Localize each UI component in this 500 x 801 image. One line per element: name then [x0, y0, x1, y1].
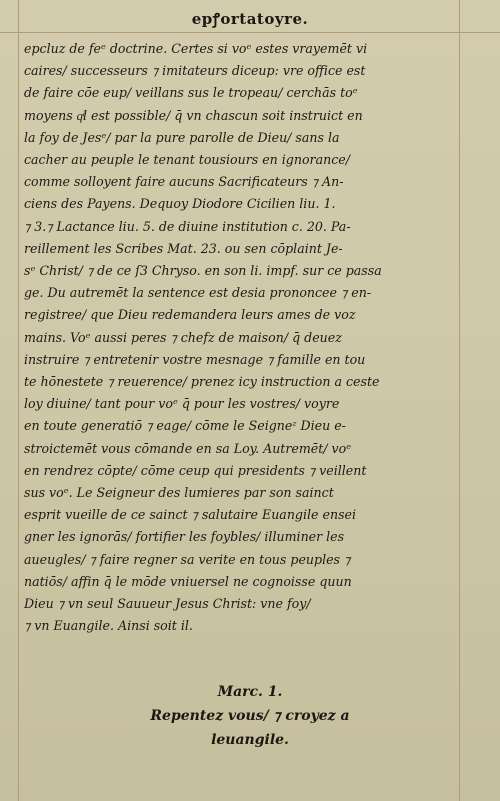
- text-line: en rendrez cōpte/ cōme ceup qui presidents ⁊ veillent: [24, 462, 367, 478]
- text-line: reillement les Scribes Mat. 23. ou sen cōplaint Je-: [24, 240, 343, 256]
- closing-line-2: leuangile.: [211, 732, 289, 748]
- closing-reference: Marc. 1.: [217, 684, 283, 700]
- text-line: en toute generatiō ⁊ eage/ cōme le Seigneᶻ Dieu e-: [24, 418, 346, 434]
- text-line: sᵉ Christ/ ⁊ de ce ſ3 Chryso. en son li. impf. sur ce passa: [24, 263, 382, 279]
- header-rule: [0, 32, 500, 33]
- running-head: epꝭortatoyre.: [191, 10, 309, 28]
- text-line: instruire ⁊ entretenir vostre mesnage ⁊ famille en tou: [24, 351, 366, 367]
- text-line: stroictemēt vous cōmande en sa Loy. Autremēt/ voᵉ: [24, 440, 352, 456]
- text-line: esprit vueille de ce sainct ⁊ salutaire Euangile ensei: [24, 507, 357, 523]
- closing-line-1: Repentez vous/ ⁊ croyez a: [150, 708, 350, 724]
- body-text: [24, 38, 456, 637]
- text-line: ⁊ vn Euangile. Ainsi soit il.: [24, 618, 193, 634]
- margin-rule-right: [459, 0, 460, 801]
- text-line: Dieu ⁊ vn seul Sauueur Jesus Christ: vne foy/: [24, 596, 311, 612]
- text-line: epcluz de feᵉ doctrine. Certes si voᵉ estes vrayemēt vi: [24, 41, 368, 56]
- text-line: cacher au peuple le tenant tousiours en ignorance/: [24, 152, 350, 168]
- text-line: de faire cōe eup/ veillans sus le tropeau/ cerchās toᵉ: [24, 85, 358, 101]
- text-line: registree/ que Dieu redemandera leurs ames de voz: [24, 307, 356, 323]
- text-line: gner les ignorās/ fortifier les foybles/ illuminer les: [24, 529, 345, 545]
- text-line: la foy de Jesᵉ/ par la pure parolle de Dieu/ sans la: [24, 129, 340, 145]
- text-line: moyens qͥl est possible/ q̄ vn chascun soit instruict en: [24, 107, 363, 123]
- text-line: loy diuine/ tant pour voᵉ q̄ pour les vostres/ voyre: [24, 396, 340, 412]
- text-line: ge. Du autremēt la sentence est desia prononcee ⁊ en-: [24, 285, 372, 301]
- margin-rule-left: [18, 0, 19, 801]
- text-line: comme solloyent faire aucuns Sacrificateurs ⁊ An-: [24, 174, 344, 190]
- text-line: mains. Voᵉ aussi peres ⁊ chefz de maison/ q̄ deuez: [24, 329, 342, 345]
- text-line: ⁊ 3.⁊ Lactance liu. 5. de diuine institution c. 20. Pa-: [24, 218, 351, 234]
- text-line: ciens des Payens. Dequoy Diodore Cicilien liu. 1.: [24, 196, 336, 212]
- text-line: aueugles/ ⁊ faire regner sa verite en tous peuples ⁊: [24, 551, 351, 567]
- text-line: te hōnestete ⁊ reuerence/ prenez icy instruction a ceste: [24, 374, 380, 390]
- text-line: natiōs/ affin q̄ le mōde vniuersel ne cognoisse quun: [24, 573, 352, 589]
- text-line: caires/ successeurs ⁊ imitateurs diceup: vre office est: [24, 63, 366, 79]
- text-line: sus voᵉ. Le Seigneur des lumieres par son sainct: [24, 485, 334, 501]
